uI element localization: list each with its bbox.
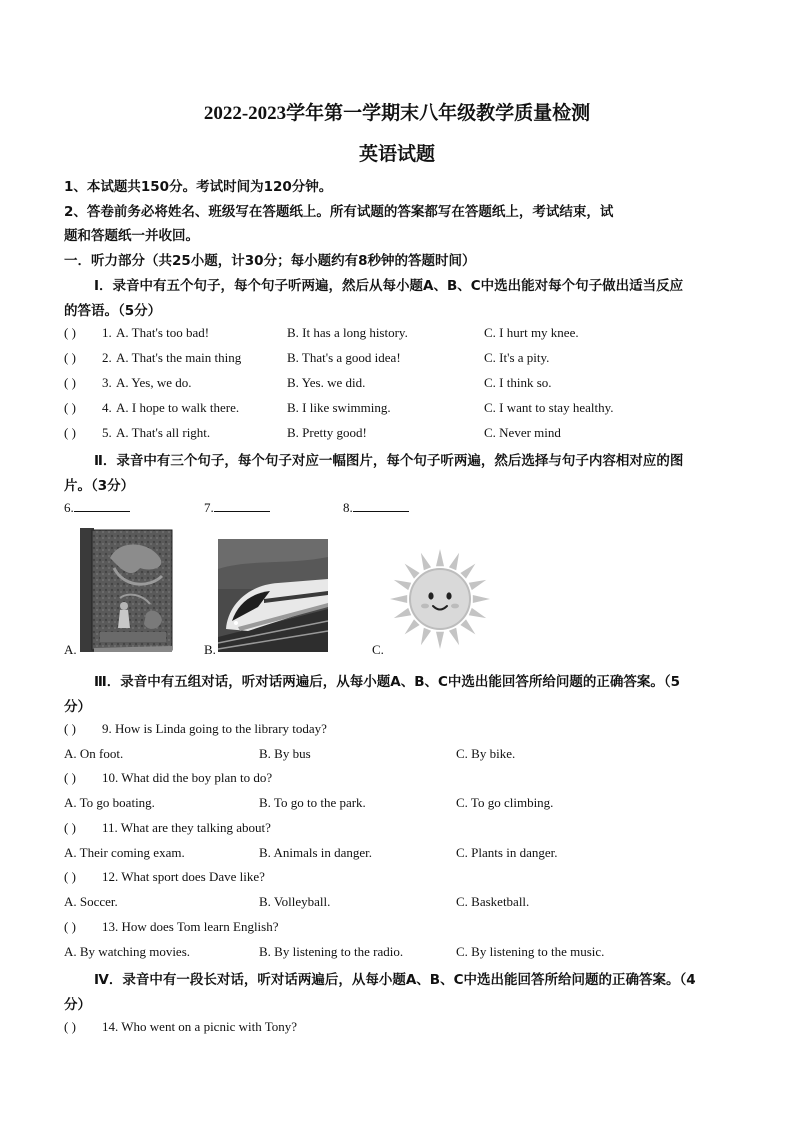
sun-icon	[385, 546, 495, 652]
answer-blank[interactable]: ( )	[64, 1019, 76, 1034]
question-text: 11. What are they talking about?	[102, 820, 271, 835]
option-b: B. Pretty good!	[287, 425, 367, 440]
question-text: 14. Who went on a picnic with Tony?	[102, 1019, 298, 1034]
answer-blank-6[interactable]: 6.	[64, 500, 130, 516]
question-number: 5.	[102, 425, 112, 440]
answer-blank[interactable]: ( )	[64, 770, 76, 785]
option-a: A. By watching movies.	[64, 944, 191, 959]
part2-instruction-cont: 片。（3分）	[64, 478, 135, 494]
part1-instruction-cont: 的答语。（5分）	[64, 303, 162, 319]
option-a: A. That's all right.	[116, 425, 211, 440]
page-title: 2022-2023学年第一学期末八年级教学质量检测	[203, 103, 591, 124]
page-subtitle: 英语试题	[358, 144, 435, 165]
part1-instruction: Ⅰ．录音中有五个句子，每个句子听两遍，然后从每小题A、B、C中选出能对每个句子做出适当反应	[94, 278, 684, 294]
question-number: 3.	[102, 375, 112, 390]
option-c: C. Basketball.	[456, 894, 530, 909]
note-2: 2、答卷前务必将姓名、班级写在答题纸上。所有试题的答案都写在答题纸上，考试结束，试	[64, 204, 614, 220]
answer-blank-7[interactable]: 7.	[204, 500, 270, 516]
option-a: A. Yes, we do.	[116, 375, 192, 390]
question-text: 9. How is Linda going to the library today?	[102, 721, 327, 736]
answer-blank[interactable]: ( )	[64, 425, 76, 440]
option-c: C. To go climbing.	[456, 795, 554, 810]
question-text: 13. How does Tom learn English?	[102, 919, 279, 934]
option-a: A. That's too bad!	[116, 325, 210, 340]
option-b: B. By listening to the radio.	[259, 944, 404, 959]
option-c: C. By bike.	[456, 746, 516, 761]
option-b: B. Volleyball.	[259, 894, 331, 909]
train-icon	[218, 539, 328, 652]
picture-label-b: B.	[204, 642, 216, 657]
option-a: A. On foot.	[64, 746, 124, 761]
option-b: B. I like swimming.	[287, 400, 391, 415]
option-c: C. By listening to the music.	[456, 944, 605, 959]
part4-instruction-cont: 分）	[64, 997, 91, 1013]
answer-blank[interactable]: ( )	[64, 721, 76, 736]
question-text: 12. What sport does Dave like?	[102, 869, 265, 884]
question-number: 1.	[102, 325, 112, 340]
part3-instruction-cont: 分）	[64, 699, 91, 715]
option-b: B. Animals in danger.	[259, 845, 373, 860]
option-a: A. To go boating.	[64, 795, 155, 810]
option-a: A. That's the main thing	[116, 350, 242, 365]
answer-blank[interactable]: ( )	[64, 919, 76, 934]
book-icon	[80, 528, 174, 652]
option-b: B. By bus	[259, 746, 311, 761]
answer-blank[interactable]: ( )	[64, 350, 76, 365]
answer-blank-8[interactable]: 8.	[343, 500, 409, 516]
picture-label-c: C.	[372, 642, 384, 657]
answer-blank[interactable]: ( )	[64, 325, 76, 340]
answer-blank[interactable]: ( )	[64, 869, 76, 884]
option-c: C. I want to stay healthy.	[484, 400, 614, 415]
question-text: 10. What did the boy plan to do?	[102, 770, 273, 785]
part3-instruction: Ⅲ．录音中有五组对话，听对话两遍后，从每小题A、B、C中选出能回答所给问题的正确答案。（5	[94, 674, 681, 690]
option-c: C. Plants in danger.	[456, 845, 558, 860]
part4-instruction: Ⅳ．录音中有一段长对话，听对话两遍后，从每小题A、B、C中选出能回答所给问题的正确答案。（4	[94, 972, 696, 988]
option-a: A. Their coming exam.	[64, 845, 185, 860]
option-b: B. Yes. we did.	[287, 375, 366, 390]
note-2-cont: 题和答题纸一并收回。	[64, 228, 199, 244]
option-c: C. It's a pity.	[484, 350, 550, 365]
option-b: B. It has a long history.	[287, 325, 408, 340]
question-number: 2.	[102, 350, 112, 365]
question-number: 4.	[102, 400, 112, 415]
answer-blank[interactable]: ( )	[64, 820, 76, 835]
answer-blank[interactable]: ( )	[64, 375, 76, 390]
option-b: B. That's a good idea!	[287, 350, 401, 365]
option-c: C. Never mind	[484, 425, 561, 440]
section-heading-listening: 一．听力部分（共25小题，计30分；每小题约有8秒钟的答题时间）	[64, 253, 476, 269]
note-1: 1、本试题共150分。考试时间为120分钟。	[64, 179, 333, 195]
picture-label-a: A.	[64, 642, 77, 657]
part2-instruction: Ⅱ．录音中有三个句子，每个句子对应一幅图片，每个句子听两遍，然后选择与句子内容相对应的图	[94, 453, 684, 469]
option-a: A. Soccer.	[64, 894, 118, 909]
option-b: B. To go to the park.	[259, 795, 366, 810]
option-a: A. I hope to walk there.	[116, 400, 240, 415]
answer-blank[interactable]: ( )	[64, 400, 76, 415]
option-c: C. I think so.	[484, 375, 552, 390]
option-c: C. I hurt my knee.	[484, 325, 579, 340]
